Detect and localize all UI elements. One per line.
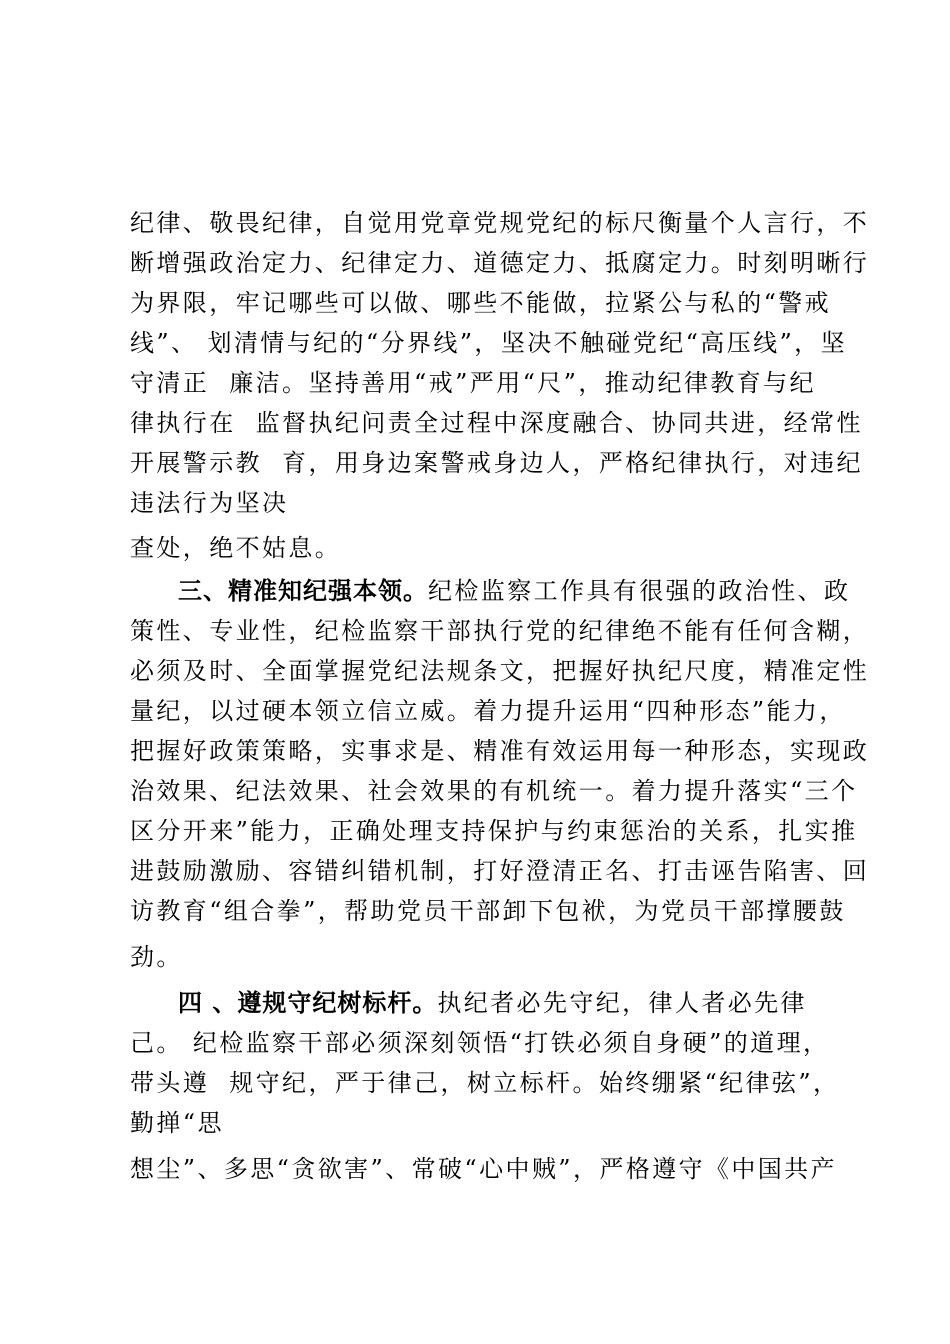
section-3-line-4: 量纪，以过硬本领立信立威。着力提升运用“四种形态”能力， xyxy=(130,697,846,725)
section-4-heading: 四 、遵规守纪树标杆。 xyxy=(178,989,438,1017)
section-3-first-line-text: 纪检监察工作具有很强的政治性、政 xyxy=(428,577,851,605)
section-3-line-5: 把握好政策策略，实事求是、精准有效运用每一种形态，实现政 xyxy=(130,737,870,765)
section-3-first-line xyxy=(178,576,850,606)
paragraph-1-line-9: 查处，绝不姑息。 xyxy=(130,534,342,562)
paragraph-1-line-2: 断增强政治定力、纪律定力、道德定力、抵腐定力。时刻明晰行 xyxy=(130,249,870,277)
section-3-line-2: 策性、专业性，纪检监察干部执行党的纪律绝不能有任何含糊， xyxy=(130,617,870,645)
section-4-line-5: 想尘”、多思“贪欲害”、常破“心中贼”，严格遵守《中国共产 xyxy=(130,1155,837,1183)
section-3-line-9: 访教育“组合拳”，帮助党员干部卸下包袱，为党员干部撑腰鼓 xyxy=(130,897,846,925)
section-4-first-line-text: 执纪者必先守纪，律人者必先律 xyxy=(437,989,807,1017)
section-3-line-8: 进鼓励激励、容错纠错机制，打好澄清正名、打击诬告陷害、回 xyxy=(130,857,870,885)
section-4-line-2: 己。 纪检监察干部必须深刻领悟“打铁必须自身硬”的道理， xyxy=(130,1029,830,1057)
paragraph-1-line-8: 违法行为坚决 xyxy=(130,489,289,517)
paragraph-1-line-5: 守清正 廉洁。坚持善用“戒”严用“尺”，推动纪律教育与纪 xyxy=(130,369,816,397)
section-3-line-6: 治效果、纪法效果、社会效果的有机统一。着力提升落实“三个 xyxy=(130,777,858,805)
paragraph-1-line-6: 律执行在 监督执纪问责全过程中深度融合、协同共进，经常性 xyxy=(130,409,863,437)
paragraph-1-line-4: 线”、 划清情与纪的“分界线”，坚决不触碰党纪“高压线”，坚 xyxy=(130,329,847,357)
paragraph-1-line-3: 为界限，牢记哪些可以做、哪些不能做，拉紧公与私的“警戒 xyxy=(130,289,832,317)
paragraph-1-line-7: 开展警示教 育，用身边案警戒身边人，严格纪律执行，对违纪 xyxy=(130,449,863,477)
section-4-line-4: 勤掸“思 xyxy=(130,1109,224,1137)
section-3-line-10: 劲。 xyxy=(130,943,183,971)
section-3-line-3: 必须及时、全面掌握党纪法规条文，把握好执纪尺度，精准定性 xyxy=(130,657,870,685)
section-4-first-line xyxy=(178,988,807,1018)
section-3-line-7: 区分开来”能力，正确处理支持保护与约束惩治的关系，扎实推 xyxy=(130,817,858,845)
paragraph-1-line-1: 纪律、敬畏纪律，自觉用党章党规党纪的标尺衡量个人言行，不 xyxy=(130,209,870,237)
section-3-heading: 三、精准知纪强本领。 xyxy=(178,577,428,605)
section-4-line-3: 带头遵 规守纪，严于律己，树立标杆。始终绷紧“纪律弦”， xyxy=(130,1069,840,1097)
